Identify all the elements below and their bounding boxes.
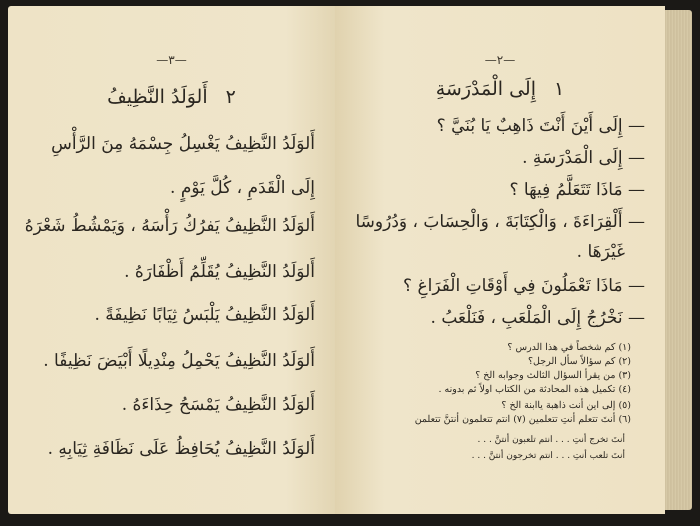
page-number: —٣—: [156, 53, 187, 67]
lesson-title: [8, 86, 335, 108]
text-line: أَلوَلَدُ النَّظِيفُ يَلْبَسُ ثِيَابًا نَظِيفَةً .: [94, 305, 315, 325]
exercise-question: (٦) أنتَ تتعلم أنتِ تتعلمين (٧) انتم تتعلمون أنتنَّ تتعلمن: [414, 414, 631, 425]
conjugation-row: أنتَ تخرج أنتِ . . . انتم تلعبون أنتنَّ . . .: [477, 435, 625, 445]
right-page: [335, 6, 665, 514]
dialogue-line: — مَاذَا تَعْمَلُونَ فِي أَوْقَاتِ الْفَرَاغِ ؟: [403, 276, 645, 296]
lesson-number: ١: [554, 78, 565, 100]
page-number: —٢—: [484, 53, 516, 67]
dialogue-line: غَيْرَهَا .: [576, 242, 625, 262]
exercise-question: (٥) إلى اين أنت ذاهبة ياابنة الخ ؟: [501, 400, 631, 411]
conjugation-row: أنتَ تلعب أنتِ . . . انتم تخرجون أنتنَّ . . .: [471, 451, 625, 461]
dialogue-line: — أَلْقِرَاءَةَ ، وَالْكِتَابَةَ ، وَالْحِسَابَ ، وَدُرُوسًا: [355, 212, 645, 232]
lesson-title: [335, 78, 665, 100]
dialogue-line: — نَخْرُجُ إِلَى الْمَلْعَبِ ، فَنَلْعَبُ .: [430, 308, 645, 328]
exercise-question: (١) كم شخصاً في هذا الدرس ؟: [507, 342, 631, 353]
left-page: [8, 6, 335, 514]
exercise-question: (٤) تكميل هذه المحادثة من الكتاب اولاً ثم بدونه .: [438, 384, 631, 395]
page-stack-edge: [665, 10, 692, 510]
text-line: أَلوَلَدُ النَّظِيفُ يُحَافِظُ عَلَى نَظَافَةِ ثِيَابِهِ .: [47, 439, 315, 459]
text-line: أَلوَلَدُ النَّظِيفُ يَغْسِلُ جِسْمَهُ مِنَ الرَّأْسِ: [51, 134, 315, 154]
exercise-question: (٢) كم سؤالاً سأل الرجل؟: [527, 356, 631, 367]
dialogue-line: — مَاذَا تَتَعَلَّمُ فِيهَا ؟: [509, 180, 645, 200]
text-line: أَلوَلَدُ النَّظِيفُ يَفرُكُ رَأْسَهُ ، وَيَمْشُطُ شَعْرَهُ: [24, 216, 315, 236]
text-line: إِلَى الْقَدَمِ ، كُلَّ يَوْمٍ .: [170, 178, 315, 198]
lesson-title-text: أَلوَلَدُ النَّظِيفُ: [107, 86, 208, 108]
dialogue-line: — إِلَى الْمَدْرَسَةِ .: [522, 148, 645, 168]
text-line: أَلوَلَدُ النَّظِيفُ يَحْمِلُ مِنْدِيلًا أَبْيَضَ نَظِيفًا .: [43, 351, 315, 371]
dialogue-line: — إِلَى أَيْنَ أَنْتَ ذَاهِبٌ يَا بُنَيَّ ؟: [436, 116, 645, 136]
lesson-title-text: إِلَى الْمَدْرَسَةِ: [435, 78, 537, 100]
text-line: أَلوَلَدُ النَّظِيفُ يُقَلِّمُ أَظْفَارَهُ .: [124, 262, 315, 282]
exercise-question: (٣) من يقرأ السؤال الثالث وجوابه الخ ؟: [475, 370, 631, 381]
lesson-number: ٢: [225, 86, 236, 108]
text-line: أَلوَلَدُ النَّظِيفُ يَمْسَحُ حِذَاءَهُ .: [121, 395, 315, 415]
